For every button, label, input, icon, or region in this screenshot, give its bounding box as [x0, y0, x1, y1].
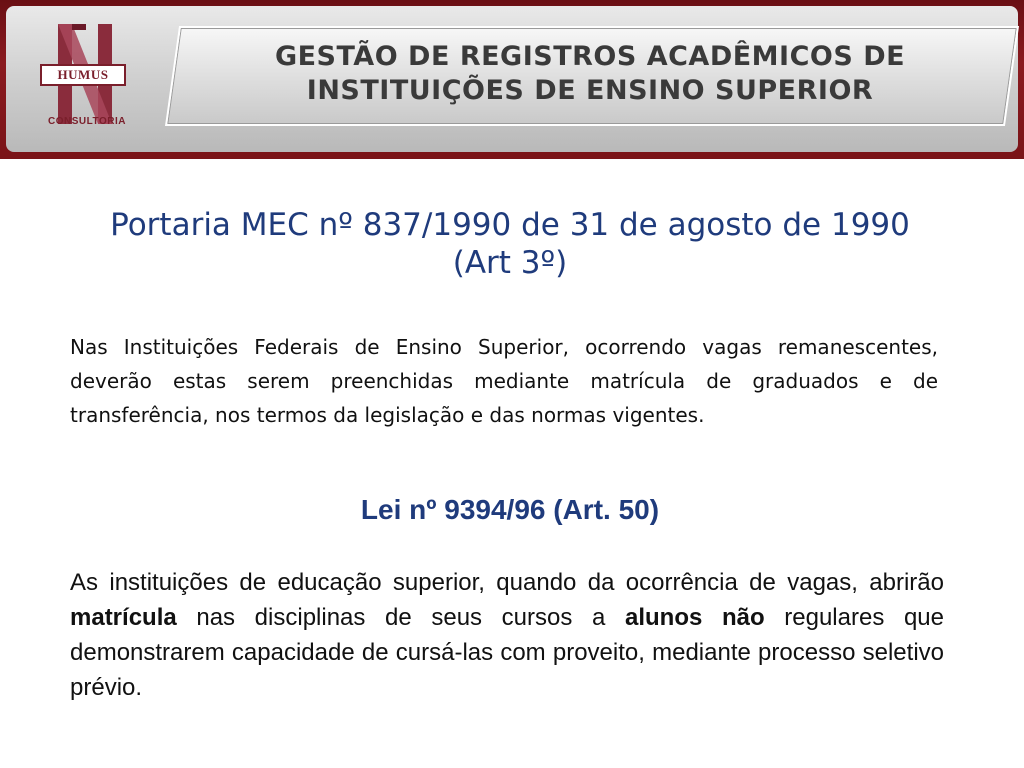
logo-subtitle: CONSULTORIA	[48, 116, 126, 127]
section2-body-part2: nas disciplinas de seus cursos a	[176, 604, 625, 631]
section2-body	[70, 565, 944, 705]
header-banner	[0, 0, 1024, 159]
section2-body-bold2: alunos não	[624, 604, 765, 631]
section1-body: Nas Instituições Federais de Ensino Superior, ocorrendo vagas remanescentes, deverão estas serem preenchidas mediante matrícula de graduados e de transferência, nos termos da legislação e das normas vigentes.	[70, 335, 938, 427]
section1-heading	[70, 206, 950, 282]
banner-title-line1: GESTÃO DE REGISTROS ACADÊMICOS DE	[274, 41, 906, 72]
section2-body-bold1: matrícula	[70, 604, 177, 631]
section1-heading-line1: Portaria MEC nº 837/1990 de 31 de agosto de 1990	[110, 207, 910, 243]
section2-heading: Lei nº 9394/96 (Art. 50)	[360, 494, 660, 525]
banner-title-line2: INSTITUIÇÕES DE ENSINO SUPERIOR	[306, 75, 874, 106]
section1-heading-line2: (Art 3º)	[452, 245, 568, 281]
section2-body-part1: As instituições de educação superior, quando da ocorrência de vagas, abrirão	[70, 569, 944, 596]
banner-title	[182, 40, 998, 108]
logo-name: HUMUS	[40, 64, 126, 86]
section2-body-part3: regulares que demonstrarem capacidade de cursá-las com proveito, mediante processo seletivo prévio.	[70, 604, 945, 701]
